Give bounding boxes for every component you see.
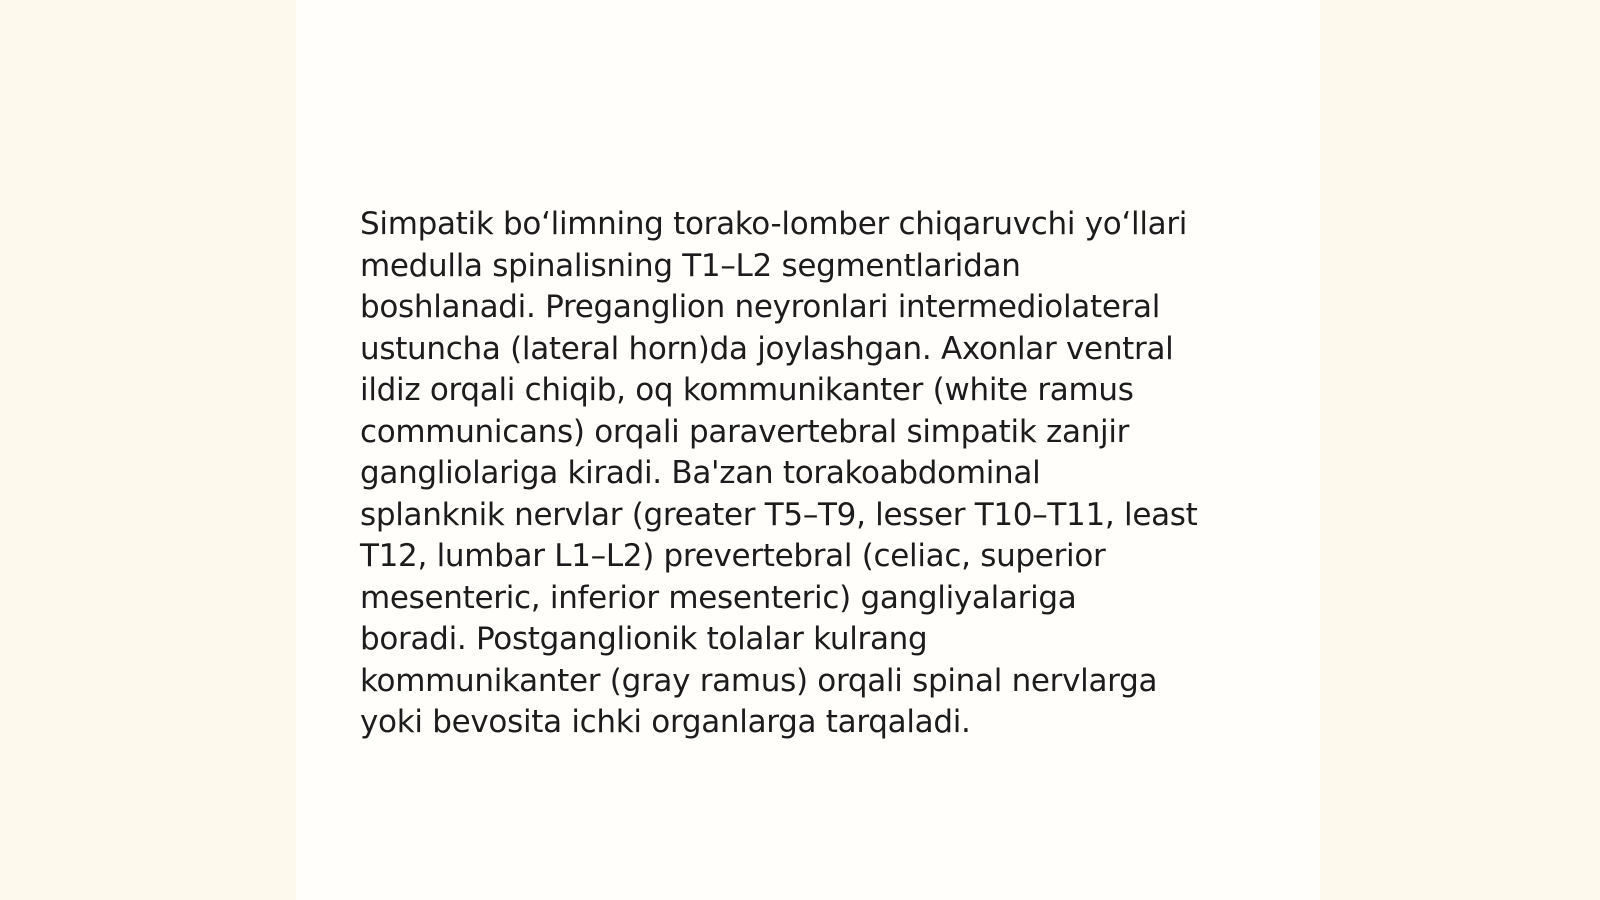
document-page: [296, 0, 1320, 900]
body-paragraph: Simpatik bo‘limning torako-lomber chiqaruvchi yo‘llari medulla spinalisning T1–L2 segmentlaridan boshlanadi. Preganglion neyronlari intermediolateral ustuncha (lateral horn)da joylashgan. Axonlar ventral ildiz orqali chiqib, oq kommunikanter (white ramus communicans) orqali paravertebral simpatik zanjir gangliolariga kiradi. Ba'zan torakoabdominal splanknik nervlar (greater T5–T9, lesser T10–T11, least T12, lumbar L1–L2) prevertebral (celiac, superior mesenteric, inferior mesenteric) gangliyalariga boradi. Postganglionik tolalar kulrang kommunikanter (gray ramus) orqali spinal nervlarga yoki bevosita ichki organlarga tarqaladi.: [360, 206, 1198, 740]
